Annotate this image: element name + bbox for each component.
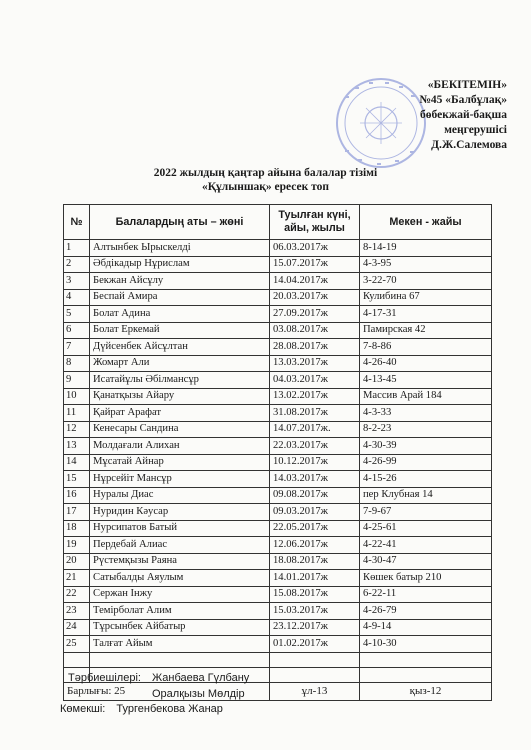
child-birthdate: 09.03.2017ж xyxy=(270,504,360,521)
teacher-name: Жанбаева Гүлбану xyxy=(152,672,250,684)
child-birthdate: 15.03.2017ж xyxy=(270,603,360,620)
child-address: Массив Арай 184 xyxy=(360,388,492,405)
child-name: Нуралы Диас xyxy=(90,487,270,504)
child-birthdate: 14.07.2017ж. xyxy=(270,421,360,438)
child-number: 16 xyxy=(64,487,90,504)
child-name: Әбдікадыр Нұрислам xyxy=(90,256,270,273)
child-birthdate: 13.02.2017ж xyxy=(270,388,360,405)
child-address: 4-13-45 xyxy=(360,372,492,389)
assistant-label: Көмекші: xyxy=(60,703,106,715)
child-address: 4-17-31 xyxy=(360,306,492,323)
child-number: 10 xyxy=(64,388,90,405)
child-birthdate: 23.12.2017ж xyxy=(270,619,360,636)
child-number: 6 xyxy=(64,322,90,339)
child-address: 4-26-40 xyxy=(360,355,492,372)
child-number: 7 xyxy=(64,339,90,356)
child-address: 7-9-67 xyxy=(360,504,492,521)
table-row xyxy=(64,256,492,273)
child-name: Пердебай Алиас xyxy=(90,537,270,554)
child-name: Нұрсейіт Мансұр xyxy=(90,471,270,488)
child-birthdate: 18.08.2017ж xyxy=(270,553,360,570)
table-row xyxy=(64,421,492,438)
child-birthdate: 14.01.2017ж xyxy=(270,570,360,587)
child-name: Қанатқызы Айару xyxy=(90,388,270,405)
child-number: 18 xyxy=(64,520,90,537)
child-number: 21 xyxy=(64,570,90,587)
child-number: 25 xyxy=(64,636,90,653)
table-row xyxy=(64,636,492,653)
child-birthdate: 13.03.2017ж xyxy=(270,355,360,372)
child-number: 11 xyxy=(64,405,90,422)
child-birthdate: 20.03.2017ж xyxy=(270,289,360,306)
child-birthdate: 09.08.2017ж xyxy=(270,487,360,504)
child-name: Нуридин Кәусар xyxy=(90,504,270,521)
total-boys: ұл-13 xyxy=(270,682,360,700)
child-name: Беспай Амира xyxy=(90,289,270,306)
approval-line-1: «БЕКІТЕМІН» xyxy=(427,79,507,91)
child-birthdate: 04.03.2017ж xyxy=(270,372,360,389)
child-address: 7-8-86 xyxy=(360,339,492,356)
child-number: 20 xyxy=(64,553,90,570)
child-address: Көшек батыр 210 xyxy=(360,570,492,587)
child-name: Рүстемқызы Раяна xyxy=(90,553,270,570)
child-number: 12 xyxy=(64,421,90,438)
child-address: 4-25-61 xyxy=(360,520,492,537)
child-address: 4-15-26 xyxy=(360,471,492,488)
child-address: 8-14-19 xyxy=(360,240,492,257)
child-name: Темірболат Алим xyxy=(90,603,270,620)
child-name: Исатайұлы Әбілмансұр xyxy=(90,372,270,389)
approval-line-3: бөбекжай-бақша xyxy=(420,109,507,121)
table-row xyxy=(64,388,492,405)
table-row xyxy=(64,355,492,372)
table-row xyxy=(64,471,492,488)
child-address: 4-22-41 xyxy=(360,537,492,554)
child-birthdate: 14.04.2017ж xyxy=(270,273,360,290)
teachers-row xyxy=(68,671,249,686)
table-row xyxy=(64,405,492,422)
table-row xyxy=(64,586,492,603)
child-birthdate: 15.07.2017ж xyxy=(270,256,360,273)
child-number: 15 xyxy=(64,471,90,488)
child-number: 24 xyxy=(64,619,90,636)
child-address: 8-2-23 xyxy=(360,421,492,438)
teachers-label: Тәрбиешілері: xyxy=(68,672,141,684)
child-name: Тұрсынбек Айбатыр xyxy=(90,619,270,636)
child-address: 4-10-30 xyxy=(360,636,492,653)
child-name: Болат Еркемай xyxy=(90,322,270,339)
child-address: 4-3-33 xyxy=(360,405,492,422)
child-number: 13 xyxy=(64,438,90,455)
child-name: Мұсатай Айнар xyxy=(90,454,270,471)
child-name: Бекжан Айсұлу xyxy=(90,273,270,290)
child-address: Кулибина 67 xyxy=(360,289,492,306)
child-birthdate: 03.08.2017ж xyxy=(270,322,360,339)
child-number: 14 xyxy=(64,454,90,471)
child-address: пер Клубная 14 xyxy=(360,487,492,504)
table-row xyxy=(64,372,492,389)
table-row xyxy=(64,553,492,570)
child-address: 4-30-47 xyxy=(360,553,492,570)
child-birthdate: 06.03.2017ж xyxy=(270,240,360,257)
child-name: Алтынбек Ырыскелді xyxy=(90,240,270,257)
approval-block xyxy=(307,78,507,153)
child-address: Памирская 42 xyxy=(360,322,492,339)
table-row xyxy=(64,322,492,339)
child-name: Кенесары Сандина xyxy=(90,421,270,438)
child-name: Қайрат Арафат xyxy=(90,405,270,422)
child-birthdate: 22.05.2017ж xyxy=(270,520,360,537)
child-number: 2 xyxy=(64,256,90,273)
table-row xyxy=(64,487,492,504)
assistant-name: Тургенбекова Жанар xyxy=(116,703,223,715)
table-row xyxy=(64,339,492,356)
child-number: 17 xyxy=(64,504,90,521)
child-address: 4-26-79 xyxy=(360,603,492,620)
total-label: Барлығы: 25 xyxy=(64,682,270,700)
child-number: 3 xyxy=(64,273,90,290)
child-address: 4-30-39 xyxy=(360,438,492,455)
table-row xyxy=(64,537,492,554)
child-address: 4-3-95 xyxy=(360,256,492,273)
total-girls: қыз-12 xyxy=(360,682,492,700)
child-name: Талғат Айым xyxy=(90,636,270,653)
child-birthdate: 31.08.2017ж xyxy=(270,405,360,422)
child-name: Сатыбалды Аяулым xyxy=(90,570,270,587)
child-birthdate: 14.03.2017ж xyxy=(270,471,360,488)
child-number: 23 xyxy=(64,603,90,620)
child-number: 19 xyxy=(64,537,90,554)
table-row xyxy=(64,570,492,587)
child-address: 6-22-11 xyxy=(360,586,492,603)
child-number: 22 xyxy=(64,586,90,603)
child-name: Дүйсенбек Айсұлтан xyxy=(90,339,270,356)
child-name: Нурсипатов Батый xyxy=(90,520,270,537)
child-birthdate: 28.08.2017ж xyxy=(270,339,360,356)
header-birthdate: Туылған күні, айы, жылы xyxy=(270,205,360,240)
table-row xyxy=(64,454,492,471)
child-name: Болат Адина xyxy=(90,306,270,323)
child-number: 1 xyxy=(64,240,90,257)
child-birthdate: 01.02.2017ж xyxy=(270,636,360,653)
child-birthdate: 15.08.2017ж xyxy=(270,586,360,603)
header-name: Балалардың аты – жөні xyxy=(90,205,270,240)
assistant-row xyxy=(60,702,223,717)
teacher-name: Оралқызы Мөлдір xyxy=(152,688,245,700)
table-row xyxy=(64,619,492,636)
table-blank-row xyxy=(64,652,492,667)
child-name: Жомарт Али xyxy=(90,355,270,372)
child-birthdate: 27.09.2017ж xyxy=(270,306,360,323)
table-row xyxy=(64,289,492,306)
child-birthdate: 22.03.2017ж xyxy=(270,438,360,455)
child-birthdate: 12.06.2017ж xyxy=(270,537,360,554)
header-address: Мекен - жайы xyxy=(360,205,492,240)
header-number: № xyxy=(64,205,90,240)
group-name: «Құлыншақ» ересек топ xyxy=(201,181,330,193)
child-number: 5 xyxy=(64,306,90,323)
approval-line-4: меңгерушісі xyxy=(444,124,507,136)
table-row xyxy=(64,306,492,323)
child-number: 9 xyxy=(64,372,90,389)
child-address: 4-26-99 xyxy=(360,454,492,471)
child-name: Молдағали Алихан xyxy=(90,438,270,455)
child-number: 4 xyxy=(64,289,90,306)
table-row xyxy=(64,273,492,290)
child-birthdate: 10.12.2017ж xyxy=(270,454,360,471)
table-header-row xyxy=(64,205,492,240)
table-row xyxy=(64,603,492,620)
table-row xyxy=(64,438,492,455)
table-row xyxy=(64,504,492,521)
children-table xyxy=(63,204,492,701)
child-address: 3-22-70 xyxy=(360,273,492,290)
child-number: 8 xyxy=(64,355,90,372)
approval-line-2: №45 «Балбұлақ» xyxy=(419,94,507,106)
document-title: 2022 жылдың қаңтар айына балалар тізімі xyxy=(153,167,378,179)
table-row xyxy=(64,520,492,537)
child-name: Сержан Інжу xyxy=(90,586,270,603)
table-row xyxy=(64,240,492,257)
approval-line-5: Д.Ж.Салемова xyxy=(431,139,507,151)
child-address: 4-9-14 xyxy=(360,619,492,636)
